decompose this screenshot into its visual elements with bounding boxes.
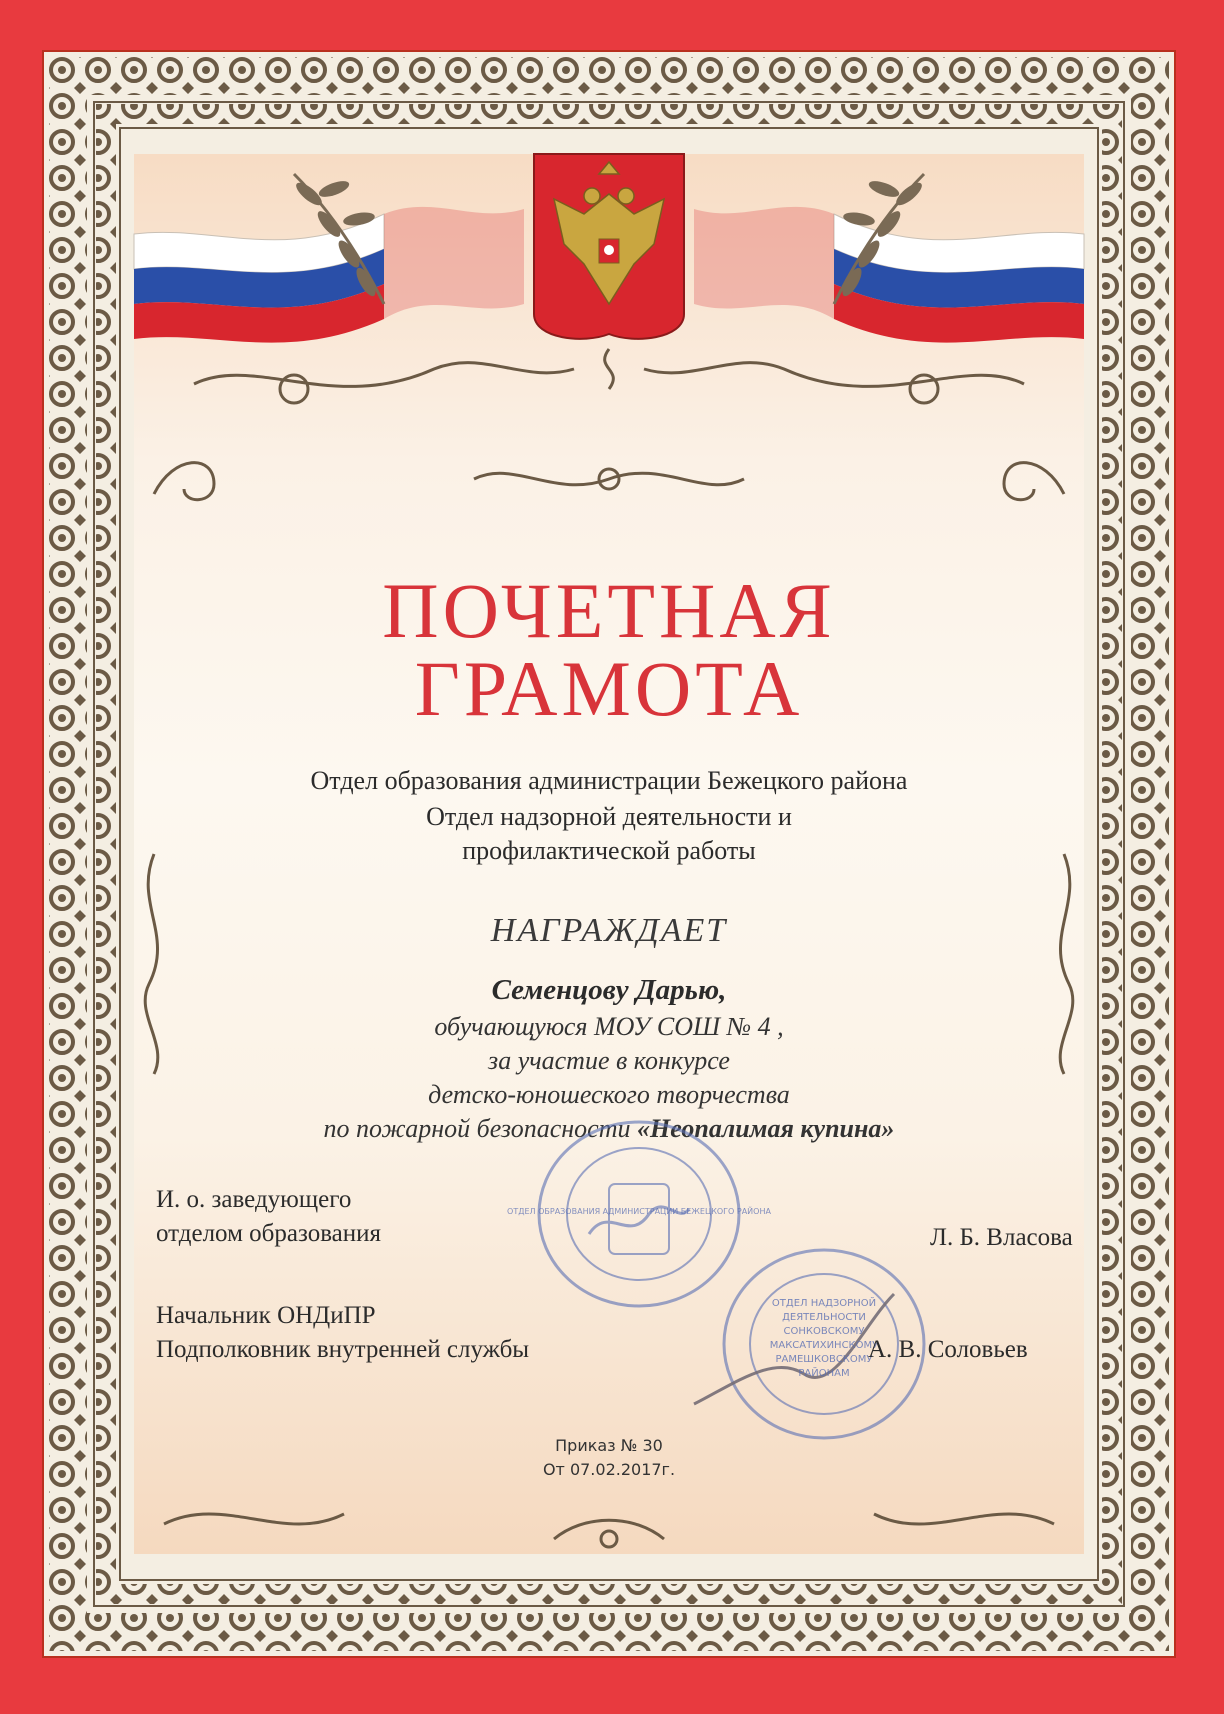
signatory-2-name: А. В. Соловьев bbox=[868, 1336, 1028, 1363]
title-line-1: ПОЧЕТНАЯ bbox=[382, 567, 836, 654]
signatory-1-position-line-1: И. о. заведующего bbox=[156, 1186, 352, 1213]
title-line-2: ГРАМОТА bbox=[414, 645, 804, 732]
organization-line-2: Отдел надзорной деятельности и bbox=[426, 802, 792, 831]
banner-flourish bbox=[194, 349, 1024, 403]
contest-name: «Неопалимая купина» bbox=[636, 1114, 895, 1143]
detail-line-1: обучающуюся МОУ СОШ № 4 , bbox=[434, 1012, 784, 1041]
supervision-stamp-line-1: ОТДЕЛ НАДЗОРНОЙ bbox=[771, 1298, 877, 1309]
education-stamp-text: ОТДЕЛ ОБРАЗОВАНИЯ АДМИНИСТРАЦИИ БЕЖЕЦКОГО РАЙОНА bbox=[507, 1207, 771, 1216]
order-number: Приказ № 30 bbox=[555, 1436, 663, 1455]
title-flourish bbox=[154, 463, 1064, 500]
supervision-stamp-line-5: РАМЕШКОВСКОМУ bbox=[775, 1354, 873, 1365]
order-date: От 07.02.2017г. bbox=[542, 1460, 676, 1479]
detail-line-2: за участие в конкурсе bbox=[488, 1046, 730, 1075]
supervision-stamp-line-6: РАЙОНАМ bbox=[798, 1368, 850, 1379]
signatory-1-name: Л. Б. Власова bbox=[930, 1224, 1073, 1251]
signatory-2-position-line-1: Начальник ОНДиПР bbox=[156, 1302, 376, 1329]
signatory-1-position-line-2: отделом образования bbox=[156, 1220, 382, 1247]
supervision-stamp-line-4: МАКСАТИХИНСКОМУ bbox=[769, 1340, 879, 1351]
supervision-stamp-line-3: СОНКОВСКОМУ bbox=[783, 1326, 865, 1337]
certificate-sheet bbox=[44, 52, 1174, 1656]
bottom-flourish bbox=[164, 1514, 1054, 1547]
awards-heading: НАГРАЖДАЕТ bbox=[490, 912, 728, 949]
organization-line-1: Отдел образования администрации Бежецкого района bbox=[310, 766, 908, 795]
supervision-stamp-line-2: ДЕЯТЕЛЬНОСТИ bbox=[782, 1312, 866, 1323]
detail-line-4-prefix: по пожарной безопасности bbox=[323, 1114, 637, 1143]
coat-of-arms-icon bbox=[534, 154, 684, 339]
recipient-name: Семенцову Дарью, bbox=[491, 974, 727, 1006]
organization-line-3: профилактической работы bbox=[462, 836, 756, 865]
signatory-2-position-line-2: Подполковник внутренней службы bbox=[156, 1336, 530, 1363]
certificate-panel bbox=[134, 154, 1084, 1554]
detail-line-3: детско-юношеского творчества bbox=[428, 1080, 790, 1109]
